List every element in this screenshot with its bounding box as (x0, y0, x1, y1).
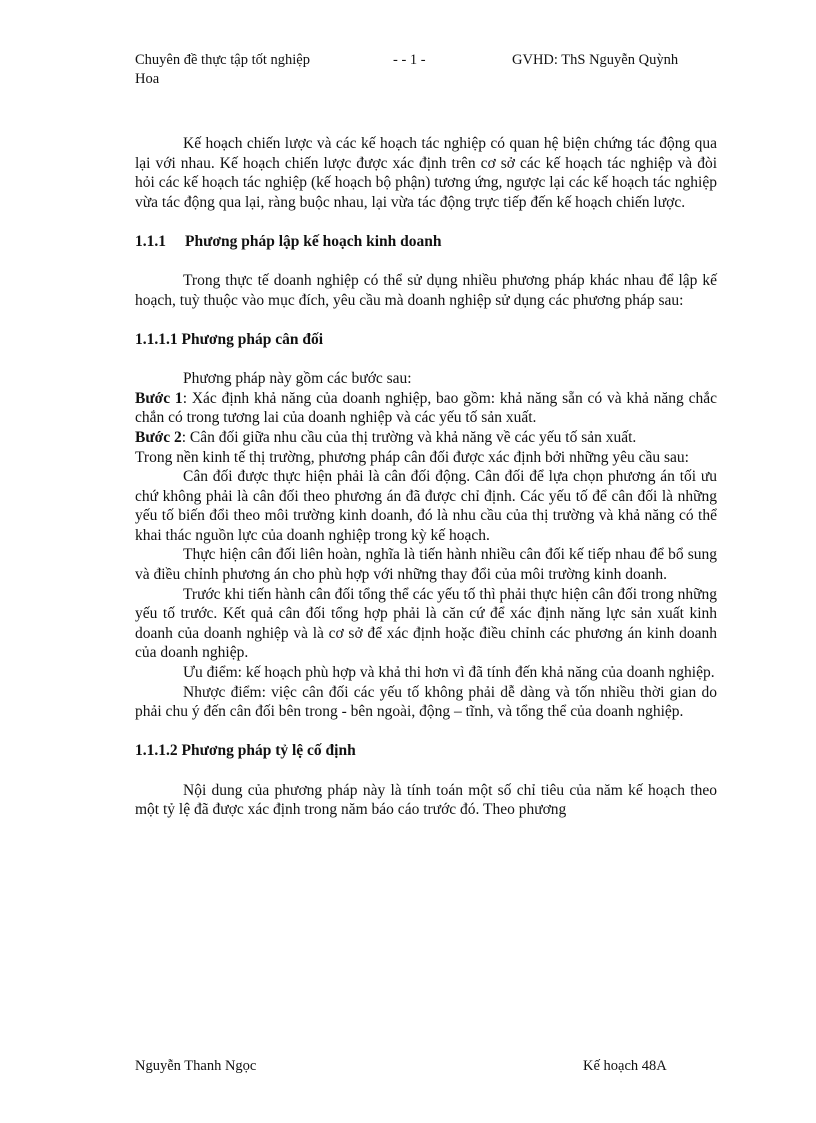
paragraph-continuous-balance: Thực hiện cân đối liên hoàn, nghĩa là tiến hành nhiều cân đối kế tiếp nhau để bổ sung và điều chỉnh phương án cho phù hợp với những thay đổi của môi trường kinh doanh. (135, 546, 717, 584)
heading-1-1-1-title: Phương pháp lập kế hoạch kinh doanh (185, 232, 442, 250)
paragraph-disadvantages: Nhược điểm: việc cân đối các yếu tố không phải dễ dàng và tốn nhiều thời gian do phải chu ý đến cân đối bên trong - bên ngoài, động – tĩnh, và tổng thể của doanh nghiệp. (135, 683, 717, 721)
paragraph-advantages: Ưu điểm: kế hoạch phù hợp và khả thi hơn vì đã tính đến khả năng của doanh nghiệp. (183, 664, 715, 682)
paragraph-dynamic-balance: Cân đối được thực hiện phải là cân đối động. Cân đối để lựa chọn phương án tối ưu chứ không phải là cân đối theo phương án đã được chỉ định. Các yếu tố để cân đối là những yếu tố biến đổi theo môi trường kinh doanh, đó là nhu cầu của thị trường và khả năng có thể khai thác nguồn lực của doanh nghiệp trong kỳ kế hoạch. (135, 468, 717, 544)
heading-1-1-1-number: 1.1.1 (135, 232, 166, 250)
page-header (135, 51, 725, 87)
page-footer (135, 1057, 717, 1076)
header-page-number: - - 1 - (393, 52, 426, 68)
step-2-label: Bước 2 (135, 428, 182, 446)
paragraph-methods: Trong thực tế doanh nghiệp có thể sử dụng nhiều phương pháp khác nhau để lập kế hoạch, tuỳ thuộc vào mục đích, yêu cầu mà doanh nghiệp sử dụng các phương pháp sau: (135, 272, 717, 309)
step-2-text: : Cân đối giữa nhu cầu của thị trường và khả năng về các yếu tố sản xuất. (181, 428, 637, 446)
document-body (135, 134, 717, 820)
header-thesis-title: Chuyên đề thực tập tốt nghiệp (135, 52, 310, 68)
paragraph-market: Trong nền kinh tế thị trường, phương pháp cân đối được xác định bởi những yêu cầu sau: (135, 448, 689, 466)
paragraph-balance-before: Trước khi tiến hành cân đối tổng thể các yếu tố thì phải thực hiện cân đối trong những yếu tố trước. Kết quả cân đối tổng hợp phải là căn cứ để xác định năng lực sản xuất kinh doanh của doanh nghiệp và là cơ sở để xác định hoặc điều chỉnh các phương án kinh doanh của doanh nghiệp. (135, 585, 717, 662)
step-1-text: : Xác định khả năng của doanh nghiệp, bao gồm: khả năng sẵn có và khả năng chắc chắn có trong tương lai của doanh nghiệp và các yếu tố sản xuất. (135, 389, 717, 427)
paragraph-step-1 (135, 389, 717, 428)
paragraph-step-2 (135, 428, 717, 448)
footer-class: Kế hoạch 48A (583, 1058, 667, 1074)
header-supervisor: GVHD: ThS Nguyễn Quỳnh (512, 52, 679, 68)
paragraph-intro: Kế hoạch chiến lược và các kế hoạch tác nghiệp có quan hệ biện chứng tác động qua lại với nhau. Kế hoạch chiến lược được xác định trên cơ sở các kế hoạch tác nghiệp và đòi hỏi các kế hoạch tác nghiệp (kế hoạch bộ phận) tương ứng, ngược lại các kế hoạch tác nghiệp vừa tác động qua lại, ràng buộc nhau, lại vừa tác động trực tiếp đến kế hoạch chiến lược. (135, 135, 717, 211)
header-supervisor-wrap: Hoa (135, 71, 160, 87)
paragraph-steps: Phương pháp này gồm các bước sau: (183, 370, 412, 388)
paragraph-fixed-ratio: Nội dung của phương pháp này là tính toán một số chỉ tiêu của năm kế hoạch theo một tỷ lệ đã được xác định trong năm báo cáo trước đó. Theo phương (135, 781, 717, 819)
step-1-label: Bước 1 (135, 389, 183, 407)
heading-1-1-1 (135, 232, 717, 252)
footer-author: Nguyễn Thanh Ngọc (135, 1058, 257, 1074)
heading-1-1-1-2: 1.1.1.2 Phương pháp tỷ lệ cố định (135, 742, 356, 760)
heading-1-1-1-1: 1.1.1.1 Phương pháp cân đối (135, 330, 324, 348)
